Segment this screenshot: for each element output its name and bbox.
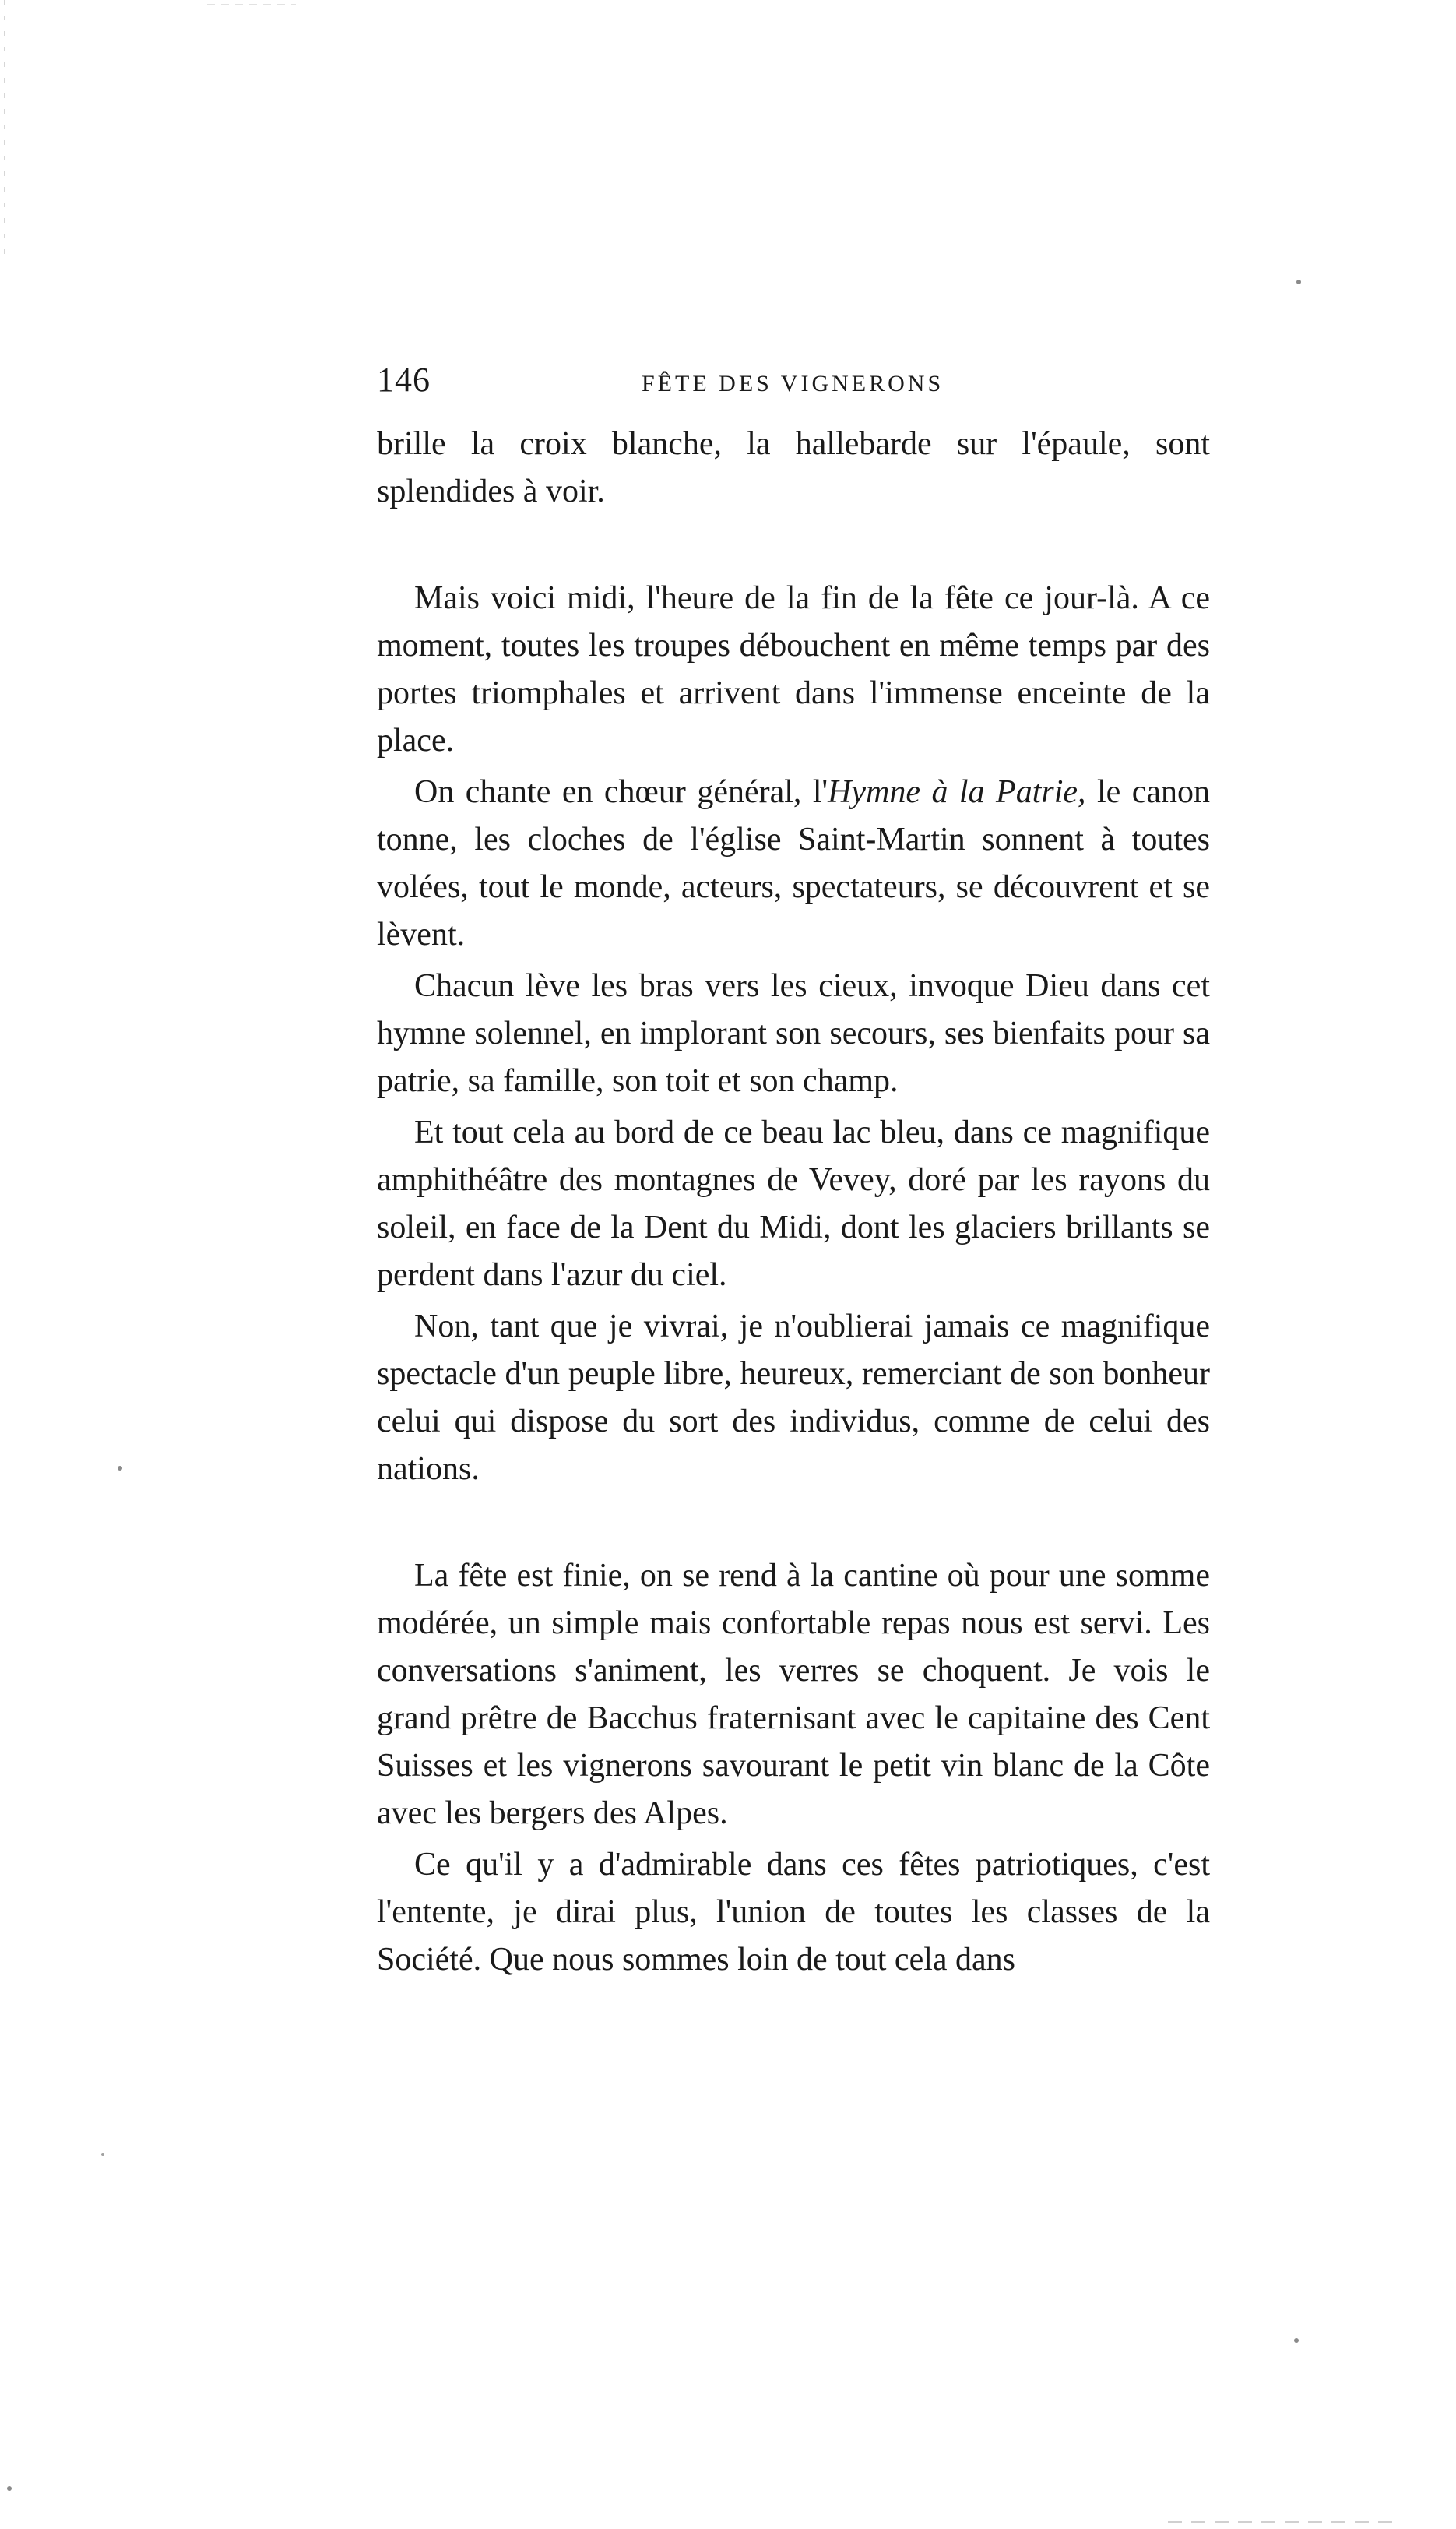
- paragraph-cantine: La fête est finie, on se rend à la cantine où pour une somme modérée, un simple mais confortable repas nous est servi. Les conversations s'animent, les verres se choquent. Je vois le grand prêtre de Bacchus fraternisant avec le capitaine des Cent Suisses et les vignerons savourant le petit vin blanc de la Côte avec les bergers des Alpes.: [377, 1558, 1210, 1831]
- hymn-title: Hymne à la Patrie,: [828, 774, 1086, 810]
- paragraph-hymn: [377, 769, 1210, 959]
- paragraph-prayer: Chacun lève les bras vers les cieux, invoque Dieu dans cet hymne solennel, en implorant son secours, ses bienfaits pour sa patrie, sa famille, son toit et son champ.: [377, 968, 1210, 1099]
- body-text: [377, 421, 1210, 1984]
- paragraph-union: Ce qu'il y a d'admirable dans ces fêtes patriotiques, c'est l'entente, je dirai plus, l'union de toutes les classes de la Société. Que nous sommes loin de tout cela dans: [377, 1847, 1210, 1978]
- paragraph-memory: Non, tant que je vivrai, je n'oublierai jamais ce magnifique spectacle d'un peuple libre, heureux, remerciant de son bonheur celui qui dispose du sort des individus, comme de celui des nations.: [377, 1309, 1210, 1487]
- paragraph-midday: Mais voici midi, l'heure de la fin de la fête ce jour-là. A ce moment, toutes les troupes débouchent en même temps par des portes triomphales et arrivent dans l'immense enceinte de la place.: [377, 580, 1210, 759]
- running-title: FÊTE DES VIGNERONS: [642, 371, 944, 396]
- paragraph-continuation: brille la croix blanche, la hallebarde sur l'épaule, sont splendides à voir.: [377, 426, 1210, 509]
- running-head: [377, 360, 1210, 407]
- page-number: 146: [377, 361, 431, 399]
- paragraph-lake: Et tout cela au bord de ce beau lac bleu, dans ce magnifique amphithéâtre des montagnes de Vevey, doré par les rayons du soleil, en face de la Dent du Midi, dont les glaciers brillants se perdent dans l'azur du ciel.: [377, 1115, 1210, 1293]
- hymn-text-before: On chante en chœur général, l': [414, 774, 828, 810]
- hymn-text-after: le canon tonne, les cloches de l'église Saint-Martin sonnent à toutes volées, tout le monde, acteurs, spectateurs, se découvrent et se lèvent.: [377, 774, 1211, 953]
